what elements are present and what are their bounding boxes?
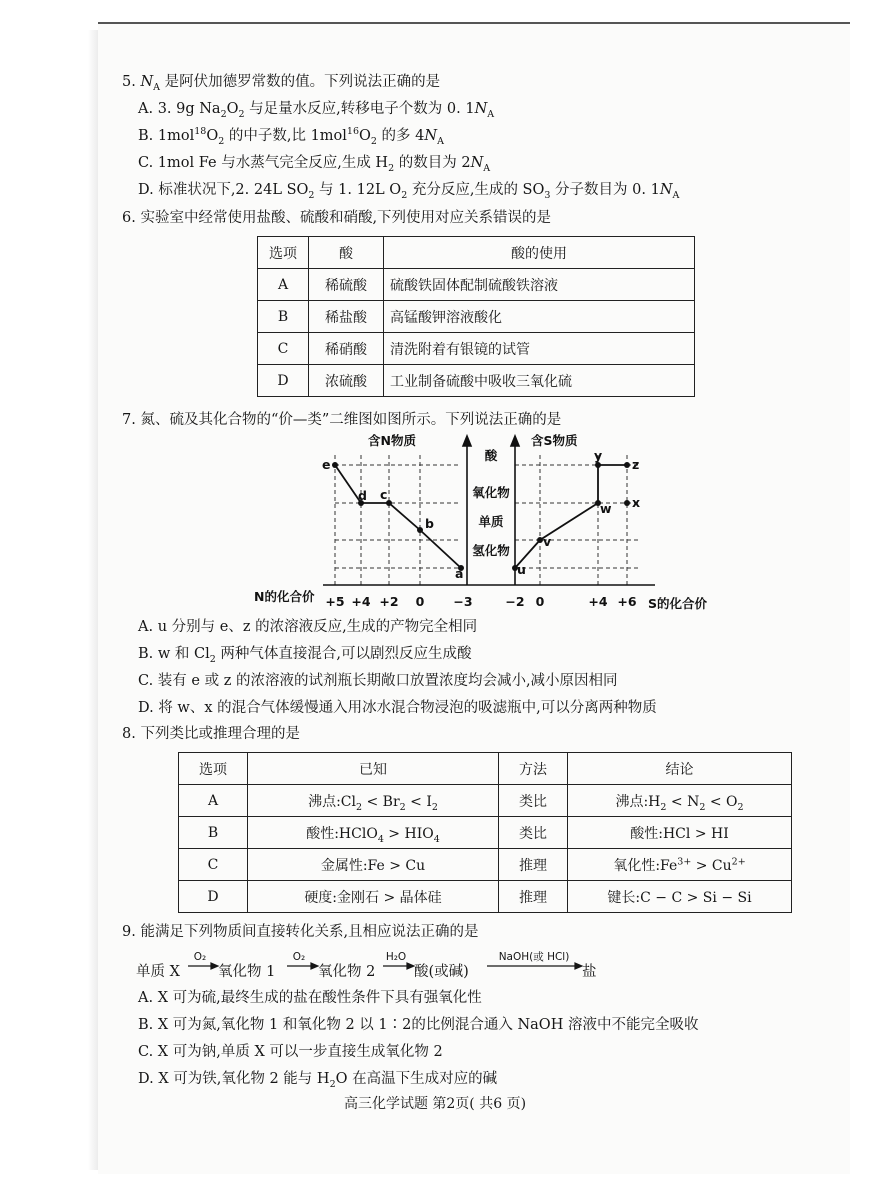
table-cell: 浓硫酸 (309, 365, 384, 397)
point-label: d (358, 488, 367, 503)
question-5-option-c: C. 1mol Fe 与水蒸气完全反应,生成 $H_2$ 的数目为 $2N_A$ (138, 155, 491, 174)
point-b (417, 527, 423, 533)
table-cell: 稀硫酸 (309, 269, 384, 301)
category-label: 单质 (478, 514, 504, 529)
nitrogen-series-line (335, 465, 461, 568)
page-footer: 高三化学试题 第2页( 共6 页) (343, 1096, 527, 1112)
question-7-option-a: A. u 分别与 e、z 的浓溶液反应,生成的产物完全相同 (138, 619, 478, 635)
point-label: y (594, 448, 603, 463)
point-label: u (517, 562, 526, 577)
table-cell: D (258, 365, 309, 397)
chain-reagent: NaOH(或 HCl) (498, 951, 570, 963)
table-row (179, 849, 792, 881)
point-label: c (380, 487, 388, 502)
table-cell: 酸性:HClO$_4$ > $HIO_4$ (248, 817, 499, 849)
table-cell: A (179, 785, 248, 817)
sulfur-title: 含S物质 (531, 433, 578, 448)
s-tick-label: −2 (505, 594, 525, 609)
table-cell: 键长:C − C > Si − Si (568, 881, 792, 913)
nitrogen-title: 含N物质 (368, 433, 416, 448)
table-cell: 金属性:Fe > Cu (248, 849, 499, 881)
table-cell: 稀盐酸 (309, 301, 384, 333)
n-tick-label: +5 (325, 594, 345, 609)
point-label: z (632, 457, 640, 472)
table-header-cell: 结论 (568, 753, 792, 785)
table-cell: 类比 (499, 817, 568, 849)
table-cell: 工业制备硫酸中吸收三氧化硫 (384, 365, 695, 397)
table-cell: 硬度:金刚石 > 晶体硅 (248, 881, 499, 913)
table-row (179, 785, 792, 817)
table-cell: 清洗附着有银镜的试管 (384, 333, 695, 365)
category-label: 氢化物 (472, 543, 510, 558)
s-tick-label: 0 (535, 594, 545, 609)
question-7-option-b: B. w 和 $Cl_2$ 两种气体直接混合,可以剧烈反应生成酸 (138, 646, 472, 665)
s-tick-label: +4 (588, 594, 608, 609)
n-tick-label: +2 (379, 594, 399, 609)
n-tick-label: 0 (415, 594, 425, 609)
table-header-cell: 酸的使用 (384, 237, 695, 269)
chain-node: 氧化物 2 (318, 964, 376, 980)
question-9-option-d: D. X 可为铁,氧化物 2 能与 $H_2O$ 在高温下生成对应的碱 (138, 1071, 498, 1090)
table-row (179, 881, 792, 913)
point-label: w (600, 501, 612, 516)
chain-node: 氧化物 1 (218, 964, 276, 980)
chain-reagent: H₂O (385, 951, 407, 963)
question-6-stem: 6. 实验室中经常使用盐酸、硫酸和硝酸,下列使用对应关系错误的是 (122, 210, 552, 226)
chain-node: 盐 (582, 964, 597, 980)
point-z (624, 462, 630, 468)
chain-node: 酸(或碱) (414, 964, 469, 980)
table-cell: 硫酸铁固体配制硫酸铁溶液 (384, 269, 695, 301)
table-cell: 沸点$:H_2 < N_2 < O_2$ (568, 785, 792, 817)
table-cell: C (258, 333, 309, 365)
point-label: b (425, 516, 434, 531)
question-7-option-c: C. 装有 e 或 z 的浓溶液的试剂瓶长期敞口放置浓度均会减小,减小原因相同 (138, 673, 618, 689)
category-label: 酸 (484, 448, 498, 463)
chain-reagent: O₂ (292, 951, 306, 963)
table-cell: 沸点$:Cl_2 < Br_2 < I_2$ (248, 785, 499, 817)
table-cell: 稀硝酸 (309, 333, 384, 365)
point-x (624, 500, 630, 506)
question-8-table (178, 752, 792, 913)
point-label: a (455, 566, 464, 581)
table-cell: A (258, 269, 309, 301)
table-cell: D (179, 881, 248, 913)
question-7-stem: 7. 氮、硫及其化合物的“价—类”二维图如图所示。下列说法正确的是 (122, 412, 562, 428)
question-8-stem: 8. 下列类比或推理合理的是 (122, 726, 300, 742)
question-7-option-d: D. 将 w、x 的混合气体缓慢通入用冰水混合物浸泡的吸滤瓶中,可以分离两种物质 (138, 700, 657, 716)
table-cell: 类比 (499, 785, 568, 817)
table-cell: 推理 (499, 849, 568, 881)
point-label: x (632, 495, 641, 510)
table-header-cell: 酸 (309, 237, 384, 269)
question-9-stem: 9. 能满足下列物质间直接转化关系,且相应说法正确的是 (122, 924, 479, 940)
category-label: 氧化物 (472, 485, 510, 500)
table-header-row (179, 753, 792, 785)
question-5-stem: 5. $N_A$ 是阿伏加德罗常数的值。下列说法正确的是 (122, 74, 441, 93)
table-cell: C (179, 849, 248, 881)
question-9-option-a: A. X 可为硫,最终生成的盐在酸性条件下具有强氧化性 (138, 990, 482, 1006)
point-e (332, 462, 338, 468)
question-5-option-b: B. $1mol^{18}O_2$ 的中子数,比 $1mol^{16}O_2$ 的多 $4N_A$ (138, 126, 444, 147)
table-cell: B (179, 817, 248, 849)
point-label: v (543, 534, 552, 549)
n-tick-label: −3 (453, 594, 473, 609)
s-axis-label: S的化合价 (648, 596, 708, 611)
question-9-option-c: C. X 可为钠,单质 X 可以一步直接生成氧化物 2 (138, 1044, 443, 1060)
n-axis-label: N的化合价 (254, 589, 315, 604)
table-cell: 酸性:HCl > HI (568, 817, 792, 849)
n-tick-label: +4 (351, 594, 371, 609)
table-header-cell: 方法 (499, 753, 568, 785)
point-label: e (322, 457, 331, 472)
question-5-option-a: A. 3. 9g $Na_2O_2$ 与足量水反应,转移电子个数为 0. $1N_A$ (138, 101, 495, 120)
question-5-option-d: D. 标准状况下,2. 24L $SO_2$ 与 1. 12L $O_2$ 充分反应,生成的 $SO_3$ 分子数目为 0. $1N_A$ (138, 182, 680, 201)
table-cell: B (258, 301, 309, 333)
table-cell: 高锰酸钾溶液酸化 (384, 301, 695, 333)
question-9-option-b: B. X 可为氮,氧化物 1 和氧化物 2 以 1∶2的比例混合通入 NaOH 溶液中不能完全吸收 (138, 1017, 699, 1033)
table-header-cell: 已知 (248, 753, 499, 785)
table-header-cell: 选项 (179, 753, 248, 785)
table-cell: 氧化性$:Fe^{3+} > Cu^{2+}$ (568, 849, 792, 881)
s-tick-label: +6 (617, 594, 637, 609)
table-row (179, 817, 792, 849)
chain-reagent: O₂ (193, 951, 207, 963)
sulfur-series-line (515, 465, 627, 568)
table-header-cell: 选项 (258, 237, 309, 269)
table-cell: 推理 (499, 881, 568, 913)
chain-node: 单质 X (136, 964, 180, 980)
